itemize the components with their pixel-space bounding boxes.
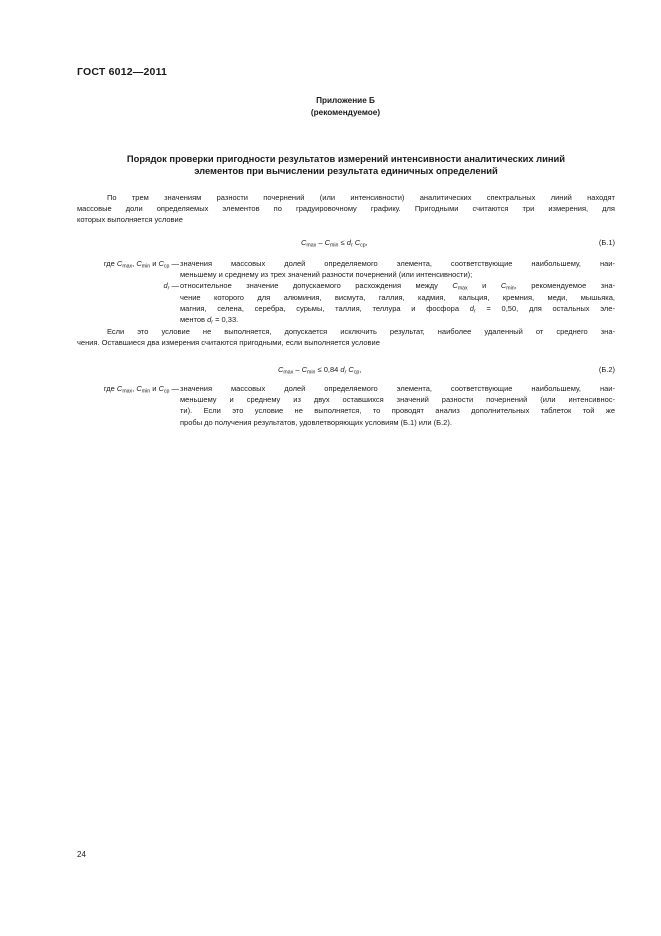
where-dr-description: относительное значение допускаемого расхождения между $C_{max}$ и $C_{min}$, рекомендуемое зна- чение которого для алюминия, висмута, галлия, кадмия, кальция, кремния, меди, мышьяка, магния, селена, серебра, сурьмы, таллия, теллура и фосфора $d_r = 0,50$, для остальных эле- ментов $d_r = 0,33$. bbox=[180, 281, 616, 326]
paragraph-2-line-1: Если это условие не выполняется, допускается исключить результат, наиболее удаленный от среднего зна- bbox=[107, 327, 615, 336]
formula-b1-number: (Б.1) bbox=[598, 238, 615, 247]
paragraph-2-line-2: чения. Оставшиеся два измерения считаются пригодными, если выполняется условие bbox=[77, 338, 380, 348]
where-1-description: значения массовых долей определяемого элемента, соответствующие наибольшему, наи- меньшему и среднему из трех значений разности почернений (или интенсивности); bbox=[180, 259, 615, 280]
appendix-status: (рекомендуемое) bbox=[310, 108, 381, 117]
section-title-line-1: Порядок проверки пригодности результатов измерений интенсивности аналитических линий bbox=[126, 153, 566, 164]
intro-line-2: массовые доли определяемых элементов по градуировочному графику. Пригодными считаются три измерения, для bbox=[77, 204, 615, 214]
where-2-symbols: где $C_{max}$, $C_{min}$ и $C_{ср}$ — bbox=[103, 384, 179, 395]
where-block-2 bbox=[77, 383, 615, 433]
where-dr-symbol: $d_r$ — bbox=[163, 281, 179, 292]
formula-b1 bbox=[77, 237, 615, 249]
document-header: ГОСТ 6012—2011 bbox=[77, 66, 168, 78]
formula-b1-expression: $C_{max} - C_{min} \le d_r$ $C_{ср}$, bbox=[301, 238, 368, 249]
where-2-description: значения массовых долей определяемого элемента, соответствующие наибольшему, наи- меньшему и среднему из двух оставшихся значений разности почернений (или интенсивнос- ти). Если это условие не выполняется, то проводят анализ дополнительных таблеток той же пробы до получения результатов, удовлетворяющих условиям (Б.1) или (Б.2). bbox=[180, 384, 615, 427]
intro-line-1: По трем значениям разности почернений (или интенсивности) аналитических спектральных линий находят bbox=[107, 193, 615, 202]
appendix-label: Приложение Б bbox=[316, 96, 375, 105]
paragraph-2 bbox=[77, 326, 615, 348]
formula-b2-number: (Б.2) bbox=[598, 365, 615, 374]
intro-paragraph bbox=[77, 192, 615, 226]
section-title-line-2: элементов при вычислении результата единичных определений bbox=[194, 165, 498, 176]
page-number: 24 bbox=[77, 850, 86, 859]
formula-b2-expression: $C_{max} - C_{min} \le 0,84$ $d_r$ $C_{ср}$, bbox=[278, 365, 362, 376]
formula-b2 bbox=[77, 364, 615, 376]
where-1-symbols: где $C_{max}$, $C_{min}$ и $C_{ср}$ — bbox=[103, 259, 179, 270]
intro-line-3: которых выполняется условие bbox=[77, 215, 183, 225]
